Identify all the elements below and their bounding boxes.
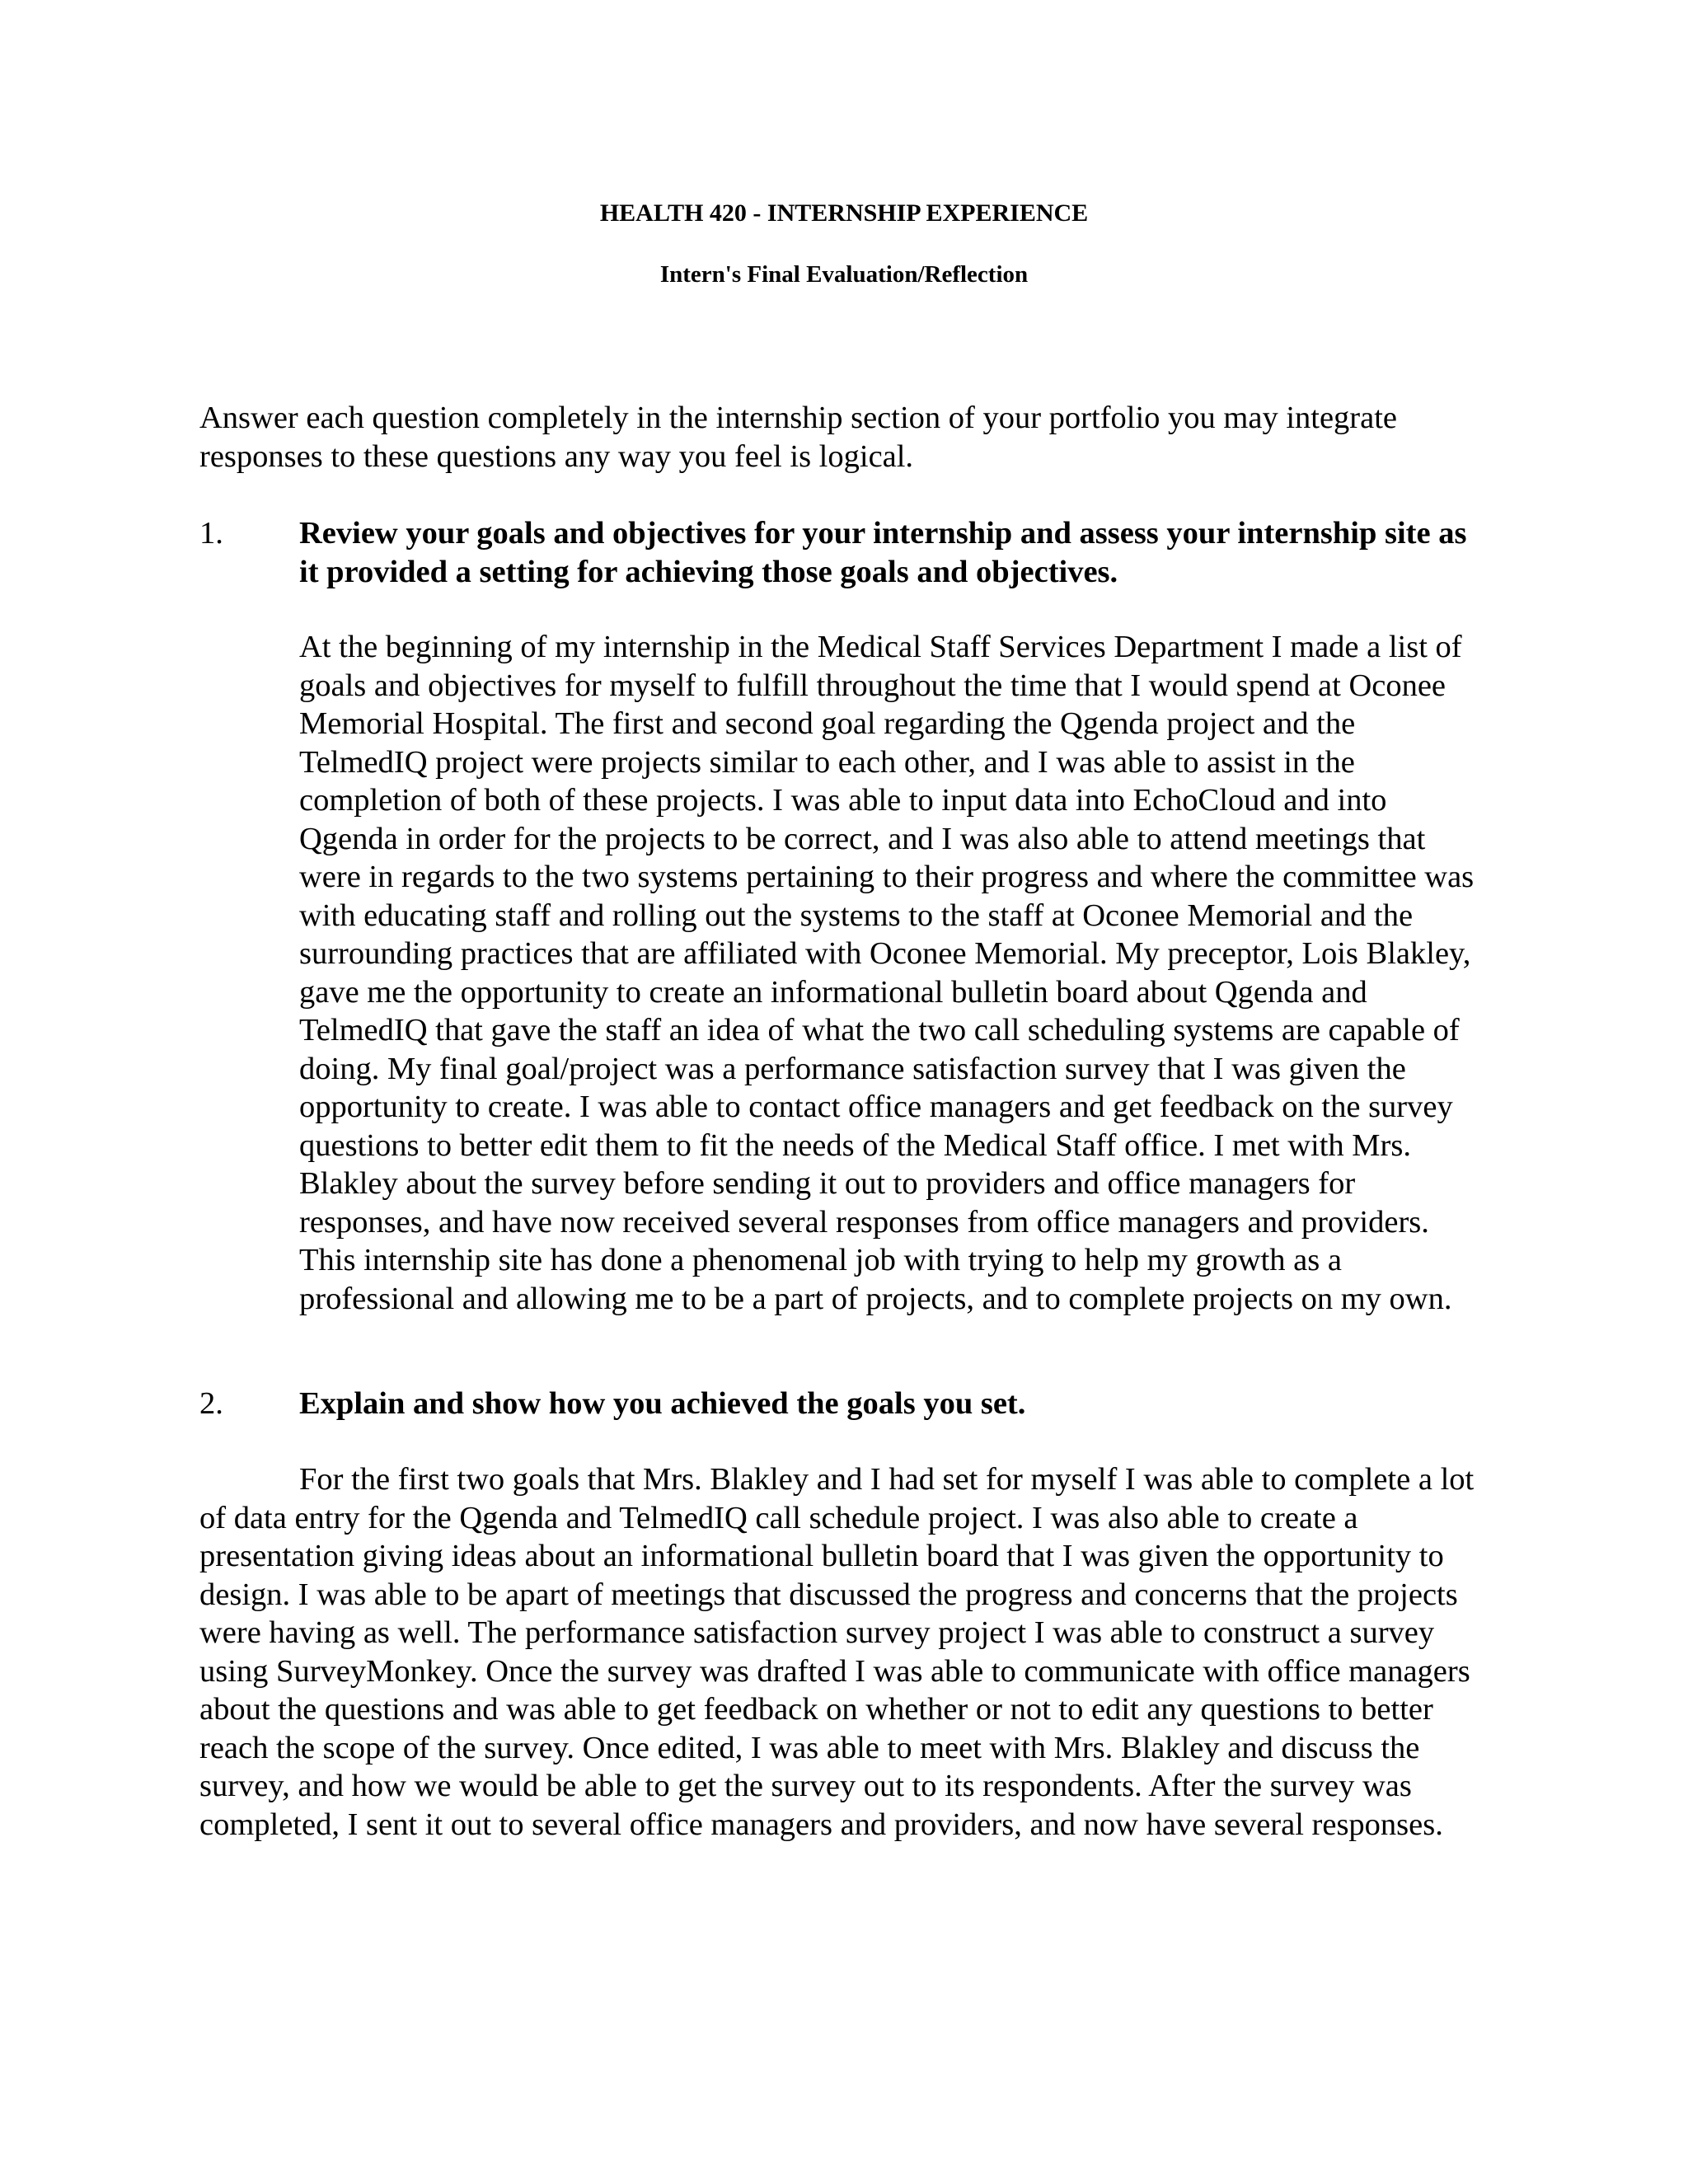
question-1-number: 1. bbox=[199, 516, 223, 551]
question-1-text: Review your goals and objectives for your internship and assess your internship site as it provided a setting for achieving those goals and objectives. bbox=[299, 516, 1467, 589]
question-2-number: 2. bbox=[199, 1386, 223, 1421]
question-1-answer: At the beginning of my internship in the Medical Staff Services Department I made a list of goals and objectives for myself to fulfill throughout the time that I would spend at Oconee Memorial Hospital. The first and second goal regarding the Qgenda project and the TelmedIQ project were projects similar to each other, and I was able to assist in the completion of both of these projects. I was able to input data into EchoCloud and into Qgenda in order for the projects to be correct, and I was also able to attend meetings that were in regards to the two systems pertaining to their progress and where the committee was with educating staff and rolling out the systems to the staff at Oconee Memorial and the surrounding practices that are affiliated with Oconee Memorial. My preceptor, Lois Blakley, gave me the opportunity to create an informational bulletin board about Qgenda and TelmedIQ that gave the staff an idea of what the two call scheduling systems are capable of doing. My final goal/project was a performance satisfaction survey that I was given the opportunity to create. I was able to contact office managers and get feedback on the survey questions to better edit them to fit the needs of the Medical Staff office. I met with Mrs. Blakley about the survey before sending it out to providers and office managers for responses, and have now received several responses from office managers and providers. This internship site has done a phenomenal job with trying to help my growth as a professional and allowing me to be a part of projects, and to complete projects on my own. bbox=[299, 630, 1475, 1316]
document-subtitle: Intern's Final Evaluation/Reflection bbox=[659, 261, 1029, 288]
question-2-text: Explain and show how you achieved the goals you set. bbox=[299, 1386, 1026, 1421]
intro-paragraph: Answer each question completely in the internship section of your portfolio you may integrate responses to these questions any way you feel is logical. bbox=[199, 401, 1397, 474]
question-2-answer: For the first two goals that Mrs. Blakley and I had set for myself I was able to complete a lot of data entry for the Qgenda and TelmedIQ call schedule project. I was also able to create a presentation giving ideas about an informational bulletin board that I was given the opportunity to design. I was able to be apart of meetings that discussed the progress and concerns that the projects were having as well. The performance satisfaction survey project I was able to construct a survey using SurveyMonkey. Once the survey was drafted I was able to communicate with office managers about the questions and was able to get feedback on whether or not to edit any questions to better reach the scope of the survey. Once edited, I was able to meet with Mrs. Blakley and discuss the survey, and how we would be able to get the survey out to its respondents. After the survey was completed, I sent it out to several office managers and providers, and now have several responses. bbox=[199, 1462, 1475, 1842]
document-title: HEALTH 420 - INTERNSHIP EXPERIENCE bbox=[599, 199, 1089, 227]
